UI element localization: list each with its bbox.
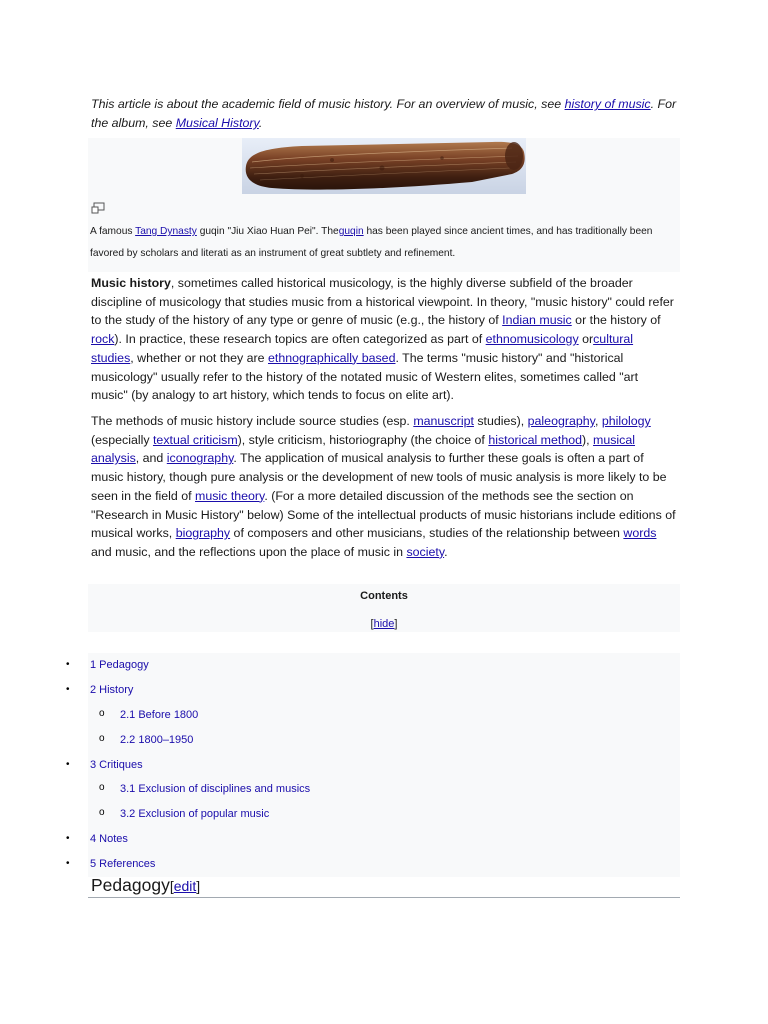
philology-link[interactable]: philology <box>601 414 651 428</box>
toc-item-exclusion-popular[interactable] <box>88 802 680 827</box>
sub-bullet-icon: o <box>99 782 105 793</box>
section-heading-pedagogy <box>88 873 680 898</box>
toc-item-label[interactable]: 3.1 Exclusion of disciplines and musics <box>120 783 311 795</box>
sub-bullet-icon: o <box>99 708 105 719</box>
sub-bullet-icon: o <box>99 807 105 818</box>
paragraph-text: , <box>594 414 602 428</box>
methods-paragraph <box>91 412 677 562</box>
bullet-icon: • <box>66 858 70 869</box>
bullet-icon: • <box>66 833 70 844</box>
paragraph-text: . The application of musical analysis to further these goals is often a part of music history, though pure analysis or the development of new tools of music analysis is more likely to be seen in the field of <box>91 451 667 503</box>
hatnote-text: . <box>258 116 263 130</box>
paragraph-text: , whether or not they are <box>130 350 269 365</box>
toc-item-label[interactable]: 3 Critiques <box>90 759 143 771</box>
magnify-clip-icon[interactable] <box>91 202 105 214</box>
article-subject-bold: Music history <box>91 276 171 290</box>
hatnote <box>91 95 681 133</box>
history-of-music-link[interactable]: history of music <box>564 97 651 111</box>
toc-hide-link[interactable]: hide <box>373 618 395 630</box>
paragraph-text: ), style criticism, historiography (the choice of <box>237 432 489 447</box>
caption-text: guqin "Jiu Xiao Huan Pei". The <box>196 226 339 237</box>
paragraph-text: (especially <box>91 432 153 447</box>
toc-bracket: ] <box>394 618 398 630</box>
intro-paragraph <box>91 274 677 405</box>
bullet-icon: • <box>66 759 70 770</box>
paragraph-text: . The terms "music history" and "historical musicology" usually refer to the history of the notated music of Western elites, sometimes called "art music" (by analogy to art history, which tends to focus on elite art). <box>91 350 639 403</box>
iconography-link[interactable]: iconography <box>166 451 234 466</box>
musical-history-link[interactable]: Musical History <box>175 116 259 130</box>
section-title: Pedagogy <box>91 875 170 895</box>
toc-item-pedagogy[interactable] <box>66 653 680 678</box>
toc-toggle <box>88 618 680 630</box>
toc-item-history[interactable] <box>66 678 680 703</box>
paleography-link[interactable]: paleography <box>527 414 595 428</box>
historical-method-link[interactable]: historical method <box>488 432 582 447</box>
toc-item-label[interactable]: 2.2 1800–1950 <box>120 734 194 746</box>
edit-section <box>170 878 200 894</box>
biography-link[interactable]: biography <box>175 526 231 541</box>
toc-item-critiques[interactable] <box>66 753 680 778</box>
paragraph-text: ). In practice, these research topics are often categorized as part of <box>114 332 486 347</box>
guqin-image[interactable] <box>242 138 526 194</box>
paragraph-text: The methods of music history include source studies (esp. <box>91 414 414 428</box>
paragraph-text: . (For a more detailed discussion of the methods see the section on "Research in Music History" below) Some of the intellectual products of music historians include editions of musical works, <box>91 488 676 541</box>
caption-text: A famous <box>90 226 136 237</box>
toc-item-before-1800[interactable] <box>88 703 680 728</box>
ethnographically-based-link[interactable]: ethnographically based <box>268 350 396 365</box>
textual-criticism-link[interactable]: textual criticism <box>152 432 238 447</box>
toc-bracket: [ <box>370 618 374 630</box>
image-caption <box>90 221 665 265</box>
paragraph-text: studies), <box>473 414 528 428</box>
toc-item-1800-1950[interactable] <box>88 728 680 753</box>
caption-text: has been played since ancient times, and has traditionally been favored by scholars and literati as an instrument of great subtlety and refinement. <box>90 226 653 259</box>
musical-analysis-link[interactable]: musical analysis <box>91 432 636 466</box>
sub-bullet-icon: o <box>99 733 105 744</box>
paragraph-text: , and <box>135 451 167 466</box>
hatnote-text: This article is about the academic field of music history. For an overview of music, see <box>91 97 565 111</box>
paragraph-text: , sometimes called historical musicology, is the highly diverse subfield of the broader discipline of musicology that studies music from a historical viewpoint. In theory, "music history" could refer to the study of the history of any type or genre of music (e.g., the history of <box>91 276 674 328</box>
toc-item-notes[interactable] <box>66 827 680 852</box>
hatnote-text: . For the album, see <box>91 97 677 130</box>
society-link[interactable]: society <box>406 544 445 559</box>
paragraph-text: of composers and other musicians, studies of the relationship between <box>230 526 624 541</box>
toc-item-label[interactable]: 4 Notes <box>90 833 128 845</box>
words-link[interactable]: words <box>623 526 657 541</box>
toc-item-label[interactable]: 1 Pedagogy <box>90 659 149 671</box>
toc-item-label[interactable]: 2 History <box>90 684 134 696</box>
toc-header <box>88 584 680 632</box>
edit-bracket: [ <box>169 878 174 894</box>
ethnomusicology-link[interactable]: ethnomusicology <box>485 332 579 347</box>
paragraph-text: . <box>444 544 448 559</box>
paragraph-text: or <box>578 332 594 347</box>
toc-item-label[interactable]: 2.1 Before 1800 <box>120 709 199 721</box>
paragraph-text: and music, and the reflections upon the place of music in <box>91 544 407 559</box>
indian-music-link[interactable]: Indian music <box>502 313 572 328</box>
cultural-studies-link[interactable]: cultural studies <box>91 332 634 365</box>
paragraph-text: or the history of <box>571 313 661 328</box>
edit-link[interactable]: edit <box>173 878 197 894</box>
manuscript-link[interactable]: manuscript <box>413 414 474 428</box>
toc-item-exclusion-disciplines[interactable] <box>88 777 680 802</box>
bullet-icon: • <box>66 659 70 670</box>
paragraph-text: ), <box>582 432 594 447</box>
music-theory-link[interactable]: music theory <box>195 488 265 503</box>
image-thumbnail-box <box>88 138 680 272</box>
toc-item-label[interactable]: 3.2 Exclusion of popular music <box>120 808 270 820</box>
rock-link[interactable]: rock <box>91 332 115 347</box>
toc-title: Contents <box>360 590 408 602</box>
toc-item-label[interactable]: 5 References <box>90 858 156 870</box>
tang-dynasty-link[interactable]: Tang Dynasty <box>135 226 197 237</box>
edit-bracket: ] <box>196 878 201 894</box>
guqin-link[interactable]: guqin <box>338 226 364 237</box>
bullet-icon: • <box>66 684 70 695</box>
